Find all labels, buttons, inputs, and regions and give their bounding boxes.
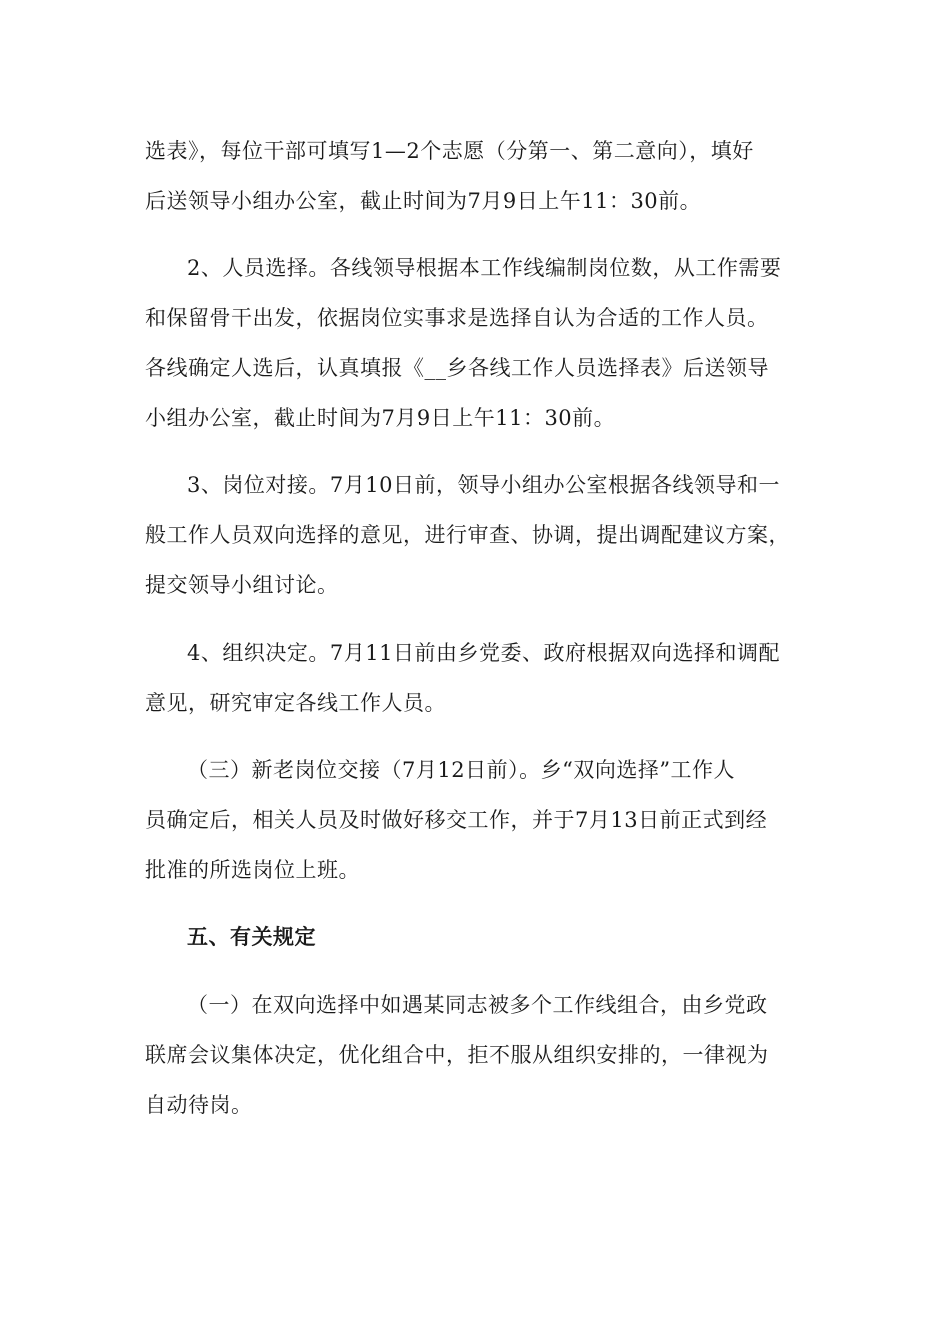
text-line: 3、岗位对接。7月10日前，领导小组办公室根据各线领导和一 <box>187 473 780 497</box>
text-line: 各线确定人选后，认真填报《__乡各线工作人员选择表》后送领导 <box>145 356 769 380</box>
paragraph-personnel-selection <box>145 243 810 443</box>
paragraph-position-matching <box>145 460 810 610</box>
paragraph-handover <box>145 745 810 895</box>
paragraph-regulation-one <box>145 980 810 1130</box>
paragraph-volunteer-form <box>145 126 810 226</box>
text-line: 后送领导小组办公室，截止时间为7月9日上午11：30前。 <box>145 189 702 213</box>
section-heading: 五、有关规定 <box>187 925 316 949</box>
text-line: 员确定后，相关人员及时做好移交工作，并于7月13日前正式到经 <box>145 808 768 832</box>
text-line: 2、人员选择。各线领导根据本工作线编制岗位数，从工作需要 <box>187 256 782 280</box>
text-line: 意见，研究审定各线工作人员。 <box>145 691 446 715</box>
text-line: 4、组织决定。7月11日前由乡党委、政府根据双向选择和调配 <box>187 641 780 665</box>
text-line: 般工作人员双向选择的意见，进行审查、协调，提出调配建议方案， <box>145 523 790 547</box>
paragraph-organization-decision <box>145 628 810 728</box>
text-line: （三）新老岗位交接（7月12日前）。乡“双向选择”工作人 <box>187 758 736 782</box>
text-line: 和保留骨干出发，依据岗位实事求是选择自认为合适的工作人员。 <box>145 306 769 330</box>
text-line: 联席会议集体决定，优化组合中，拒不服从组织安排的，一律视为 <box>145 1043 769 1067</box>
text-line: 自动待岗。 <box>145 1093 253 1117</box>
text-line: 提交领导小组讨论。 <box>145 573 339 597</box>
text-line: 批准的所选岗位上班。 <box>145 858 360 882</box>
text-line: （一）在双向选择中如遇某同志被多个工作线组合，由乡党政 <box>187 993 768 1017</box>
text-line: 选表》，每位干部可填写1—2个志愿（分第一、第二意向），填好 <box>145 139 754 163</box>
text-line: 小组办公室，截止时间为7月9日上午11：30前。 <box>145 406 616 430</box>
